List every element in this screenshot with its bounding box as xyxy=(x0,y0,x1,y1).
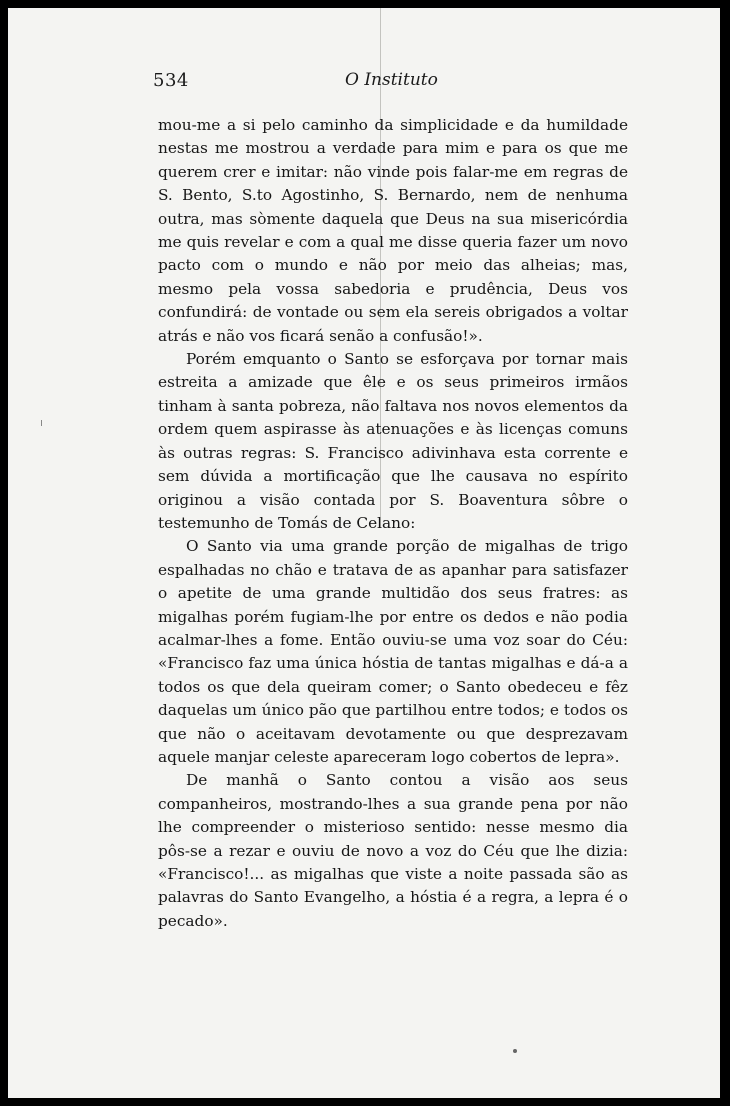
paragraph: O Santo via uma grande porção de migalhas de trigo espalhadas no chão e tratava de as apanhar para satisfazer o apetite de uma grande multidão dos seus fratres: as migalhas porém fugiam-lhe por entre os dedos e não podia acalmar-lhes a fome. Então ouviu-se uma voz soar do Céu: «Francisco faz uma única hóstia de tantas migalhas e dá-a a todos os que dela queiram comer; o Santo obedeceu e fêz daquelas um único pão que partilhou entre todos; e todos os que não o aceitavam devotamente ou que desprezavam aquele manjar celeste apareceram logo cobertos de lepra». xyxy=(158,537,628,766)
scan-mark xyxy=(41,420,42,426)
running-title: O Instituto xyxy=(345,70,438,90)
paragraph: De manhã o Santo contou a visão aos seus companheiros, mostrando-lhes a sua grande pena por não lhe compreender o misterioso sentido: nesse mesmo dia pôs-se a rezar e ouviu de novo a voz do Céu que lhe dizia: «Francisco!... as migalhas que viste a noite passada são as palavras do Santo Evangelho, a hóstia é a regra, a lepra é o pecado». xyxy=(158,771,628,930)
paragraph-continuation: mou-me a si pelo caminho da simplicidade e da humildade nestas me mostrou a verdade para mim e para os que me querem crer e imitar: não vinde pois falar-me em regras de S. Bento, S.to Agostinho, S. Bernardo, nem de nenhuma outra, mas sòmente daquela que Deus na sua misericórdia me quis revelar e com a qual me disse queria fazer um novo pacto com o mundo e não por meio das alheias; mas, mesmo pela vossa sabedoria e prudência, Deus vos confundirá: de vontade ou sem ela sereis obrigados a voltar atrás e não vos ficará senão a confusão!». xyxy=(158,116,628,345)
book-page xyxy=(8,8,720,1098)
scan-speck xyxy=(513,1049,517,1053)
paragraph: Porém emquanto o Santo se esforçava por tornar mais estreita a amizade que êle e os seus primeiros irmãos tinham à santa pobreza, não faltava nos novos elementos da ordem quem aspirasse às atenuações e às licenças comuns às outras regras: S. Francisco adivinhava esta corrente e sem dúvida a mortificação que lhe causava no espírito originou a visão contada por S. Boaventura sôbre o testemunho de Tomás de Celano: xyxy=(158,350,628,532)
page-number: 534 xyxy=(153,70,189,91)
page-header xyxy=(153,70,633,100)
body-text xyxy=(158,114,628,933)
